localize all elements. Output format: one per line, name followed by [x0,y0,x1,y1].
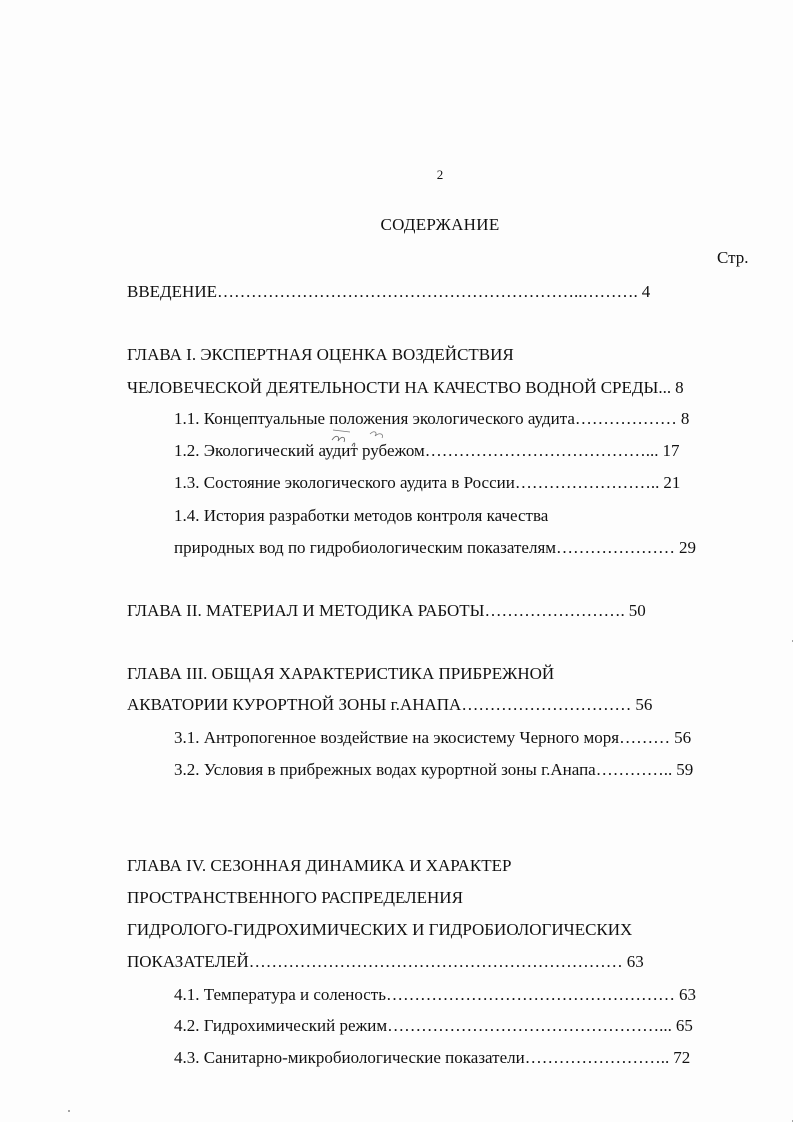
toc-entry-1-1 [174,408,689,430]
toc-leader-dots: …………………………………………... [387,1016,672,1035]
toc-page-number: 8 [675,378,684,397]
toc-entry-4-1 [174,984,696,1006]
toc-entry-chapter-4-line-4 [127,951,644,973]
toc-leader-dots: ………………………… [461,695,632,714]
toc-entry-text: 1.3. Состояние экологического аудита в России [174,473,515,492]
toc-page-number: 17 [662,441,680,460]
toc-leader-dots: ……………… [574,409,677,428]
toc-entry-1-4-line-2 [174,537,696,559]
toc-entry-1-4-line-1 [174,505,548,527]
toc-entry-4-2 [174,1015,693,1037]
toc-entry-text: 3.1. Антропогенное воздействие на экосистему Черного моря [174,728,620,747]
toc-entry-chapter-4-line-2 [127,887,463,909]
toc-leader-dots: ………………………………………………………..………. [216,282,638,301]
toc-entry-4-3 [174,1047,690,1069]
toc-leader-dots: …………………………………………… [386,985,675,1004]
toc-entry-text: ВВЕДЕНИЕ [127,282,217,301]
toc-entry-text: ГЛАВА IV. СЕЗОННАЯ ДИНАМИКА И ХАРАКТЕР [127,856,512,875]
toc-entry-1-3 [174,472,680,494]
toc-entry-text: ГЛАВА II. МАТЕРИАЛ И МЕТОДИКА РАБОТЫ [127,601,485,620]
toc-entry-text: ГЛАВА I. ЭКСПЕРТНАЯ ОЦЕНКА ВОЗДЕЙСТВИЯ [127,345,514,364]
toc-leader-dots: ... [658,378,672,397]
toc-entry-text: 4.2. Гидрохимический режим [174,1016,388,1035]
toc-page-number: 63 [679,985,696,1004]
toc-page-number: 29 [679,538,697,557]
toc-entry-text: 4.1. Температура и соленость [174,985,386,1004]
toc-entry-text: АКВАТОРИИ КУРОРТНОЙ ЗОНЫ г.АНАПА [127,695,462,714]
document-title: СОДЕРЖАНИЕ [380,215,500,234]
scan-speck [68,1110,70,1112]
toc-entry-text: ГЛАВА III. ОБЩАЯ ХАРАКТЕРИСТИКА ПРИБРЕЖНОЙ [127,664,555,683]
toc-leader-dots: ……………………. [484,601,625,620]
toc-page-number: 21 [663,473,681,492]
toc-page-number: 56 [674,728,692,747]
toc-page-number: 56 [635,695,653,714]
toc-entry-3-2 [174,759,693,781]
toc-entry-text: 1.2. Экологический аудит рубежом [174,441,425,460]
toc-entry-chapter-1-line-2 [127,377,684,399]
toc-page-number: 50 [628,601,646,620]
page-number: 2 [436,167,444,182]
toc-entry-chapter-2 [127,600,646,622]
toc-leader-dots: …………………….. [514,473,660,492]
toc-page-number: 63 [626,952,644,971]
toc-entry-1-2 [174,440,680,462]
toc-leader-dots: ……… [619,728,671,747]
toc-leader-dots: ………….. [595,760,673,779]
page-column-label: Стр. [717,248,749,267]
toc-page-number: 72 [673,1048,691,1067]
toc-entry-text: 1.1. Концептуальные положения экологического аудита [174,409,575,428]
toc-page-number: 8 [680,409,690,428]
toc-entry-3-1 [174,727,691,749]
toc-entry-chapter-4-line-1 [127,855,511,877]
toc-leader-dots: ………………………………………………………… [248,952,623,971]
toc-entry-chapter-4-line-3 [127,919,632,941]
toc-leader-dots: …………………………………... [424,441,659,460]
toc-page-number: 59 [676,760,694,779]
toc-entry-chapter-3-line-2 [127,694,652,716]
toc-leader-dots: ………………… [556,538,676,557]
toc-entry-text: ГИДРОЛОГО-ГИДРОХИМИЧЕСКИХ И ГИДРОБИОЛОГИЧЕСКИХ [127,920,633,939]
toc-entry-introduction [127,281,650,303]
toc-leader-dots: …………………….. [524,1048,670,1067]
toc-page-number: 4 [641,282,651,301]
toc-entry-text: природных вод по гидробиологическим показателям [174,538,557,557]
toc-entry-chapter-3-line-1 [127,663,554,685]
toc-entry-text: ПОКАЗАТЕЛЕЙ [127,952,249,971]
toc-entry-text: 3.2. Условия в прибрежных водах курортной зоны г.Анапа [174,760,596,779]
toc-entry-text: ПРОСТРАНСТВЕННОГО РАСПРЕДЕЛЕНИЯ [127,888,463,907]
toc-entry-text: 4.3. Санитарно-микробиологические показатели [174,1048,525,1067]
toc-page-number: 65 [675,1016,693,1035]
toc-entry-text: 1.4. История разработки методов контроля качества [174,506,549,525]
toc-entry-chapter-1-line-1 [127,344,514,366]
toc-entry-text: ЧЕЛОВЕЧЕСКОЙ ДЕЯТЕЛЬНОСТИ НА КАЧЕСТВО ВОДНОЙ СРЕДЫ [127,378,659,397]
